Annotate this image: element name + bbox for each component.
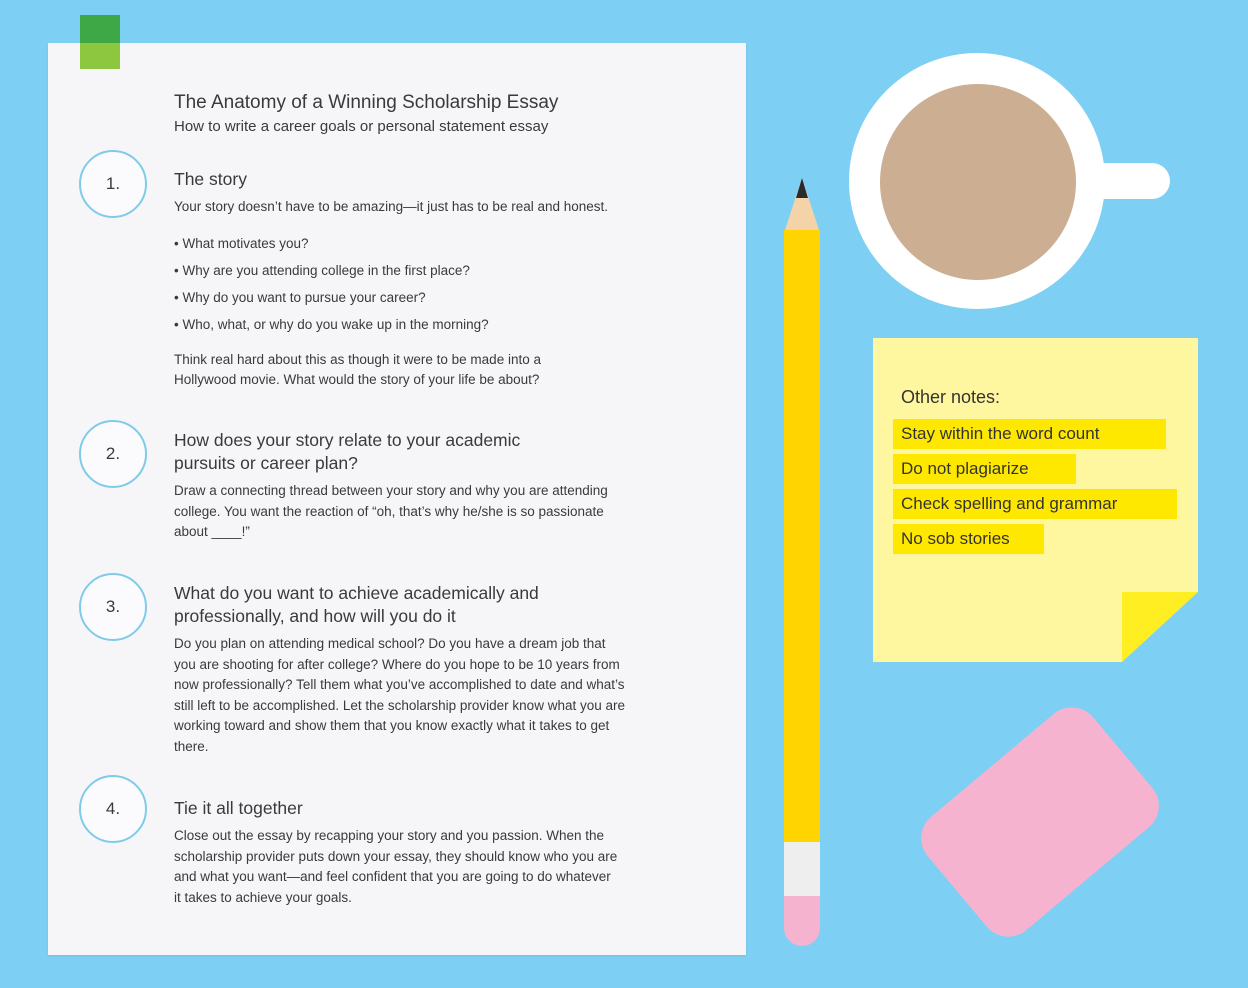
step-1-heading: The story [174, 169, 247, 189]
step-2-heading: How does your story relate to your academic pursuits or career plan? [174, 430, 521, 473]
coffee-liquid [880, 84, 1076, 280]
step-2 [174, 429, 614, 543]
sticky-note-title: Other notes: [901, 387, 1001, 407]
paper-tab-dark [80, 15, 120, 43]
step-1-body: Think real hard about this as though it were to be made into a Hollywood movie. What would the story of your life be about? [174, 351, 541, 387]
step-4-body: Close out the essay by recapping your story and you passion. When the scholarship provider puts down your essay, they should know who you are and what you want—and feel confident that you are going to do whatever it takes to achieve your goals. [174, 828, 618, 905]
list-item: • Who, what, or why do you wake up in the morning? [174, 316, 489, 332]
paper-tab [80, 15, 120, 69]
step-1 [174, 168, 644, 391]
sticky-corner-fold-icon [1122, 592, 1198, 662]
step-3-body: Do you plan on attending medical school? Do you have a dream job that you are shooting for after college? Where do you hope to be 10 years from now professionally? Tell them what you’ve accomplished to date and what’s still left to be accomplished. Let the scholarship provider know what you are working toward and show them that you know exactly what it takes to get there. [174, 636, 625, 754]
step-4 [174, 797, 619, 908]
list-item: • Why are you attending college in the first place? [174, 262, 470, 278]
sticky-note-item: Do not plagiarize [893, 454, 1076, 484]
step-2-body: Draw a connecting thread between your story and why you are attending college. You want the reaction of “oh, that’s why he/she is so passionate about ____!” [174, 483, 608, 539]
sticky-note-item: No sob stories [893, 524, 1044, 554]
page-title: The Anatomy of a Winning Scholarship Essay [174, 92, 559, 113]
step-3 [174, 582, 629, 757]
step-2-number: 2. [79, 420, 147, 488]
eraser-icon [910, 696, 1171, 948]
step-3-heading: What do you want to achieve academically and professionally, and how will you do it [174, 583, 539, 626]
sticky-note-item: Stay within the word count [893, 419, 1166, 449]
step-4-heading: Tie it all together [174, 798, 303, 818]
step-3-number: 3. [79, 573, 147, 641]
step-1-number: 1. [79, 150, 147, 218]
mug-handle [1096, 163, 1170, 199]
page-subtitle: How to write a career goals or personal statement essay [174, 118, 549, 135]
list-item: • Why do you want to pursue your career? [174, 289, 426, 305]
sticky-note-item: Check spelling and grammar [893, 489, 1177, 519]
step-4-number: 4. [79, 775, 147, 843]
paper-tab-light [80, 43, 120, 69]
list-item: • What motivates you? [174, 235, 309, 251]
step-1-intro: Your story doesn’t have to be amazing—it just has to be real and honest. [174, 199, 609, 214]
step-1-bullets [174, 230, 644, 338]
pencil-icon [782, 178, 822, 946]
